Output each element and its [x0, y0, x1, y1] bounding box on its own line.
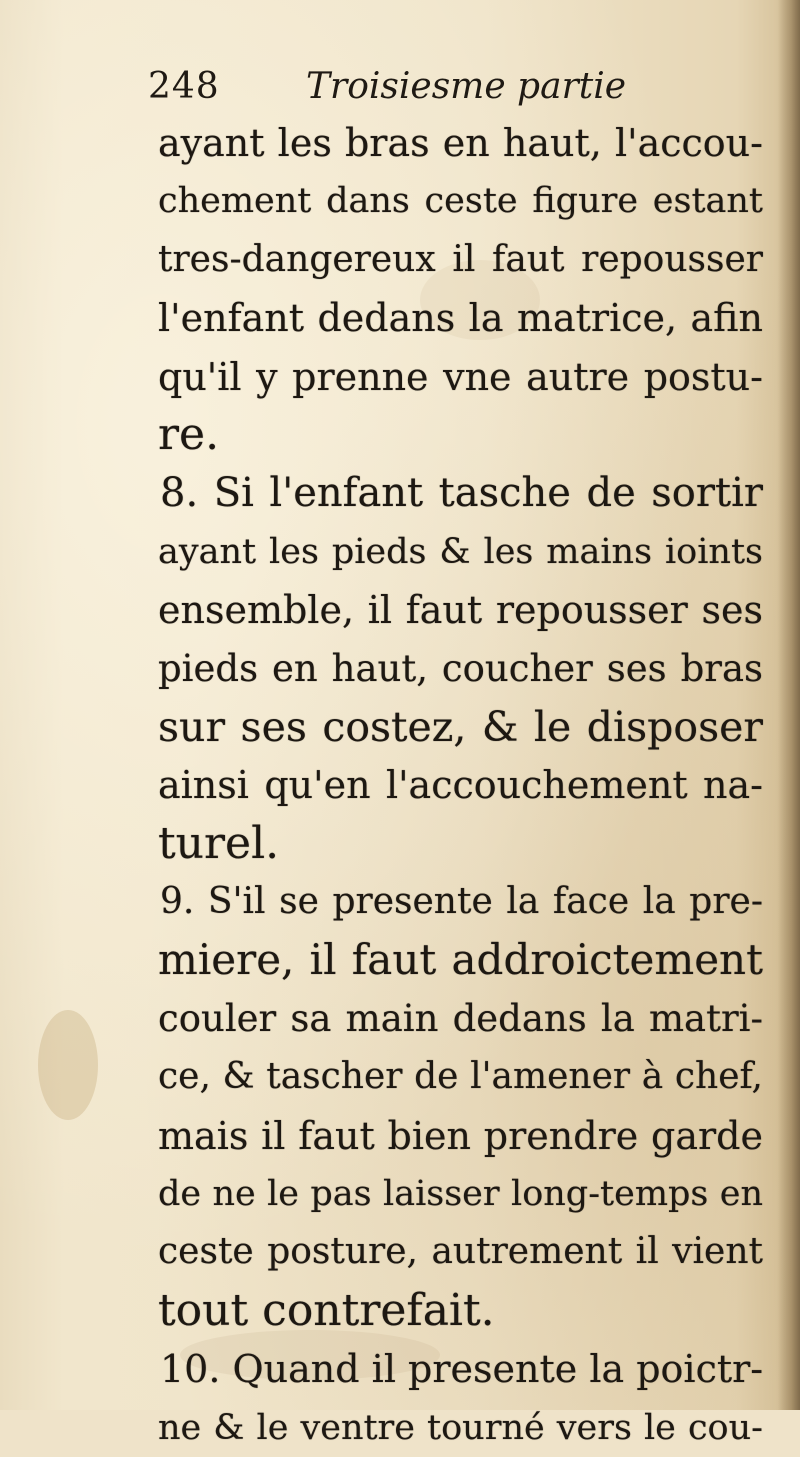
- page-edge-shadow: [778, 0, 800, 1410]
- text-line: pieds en haut, coucher ses bras: [158, 646, 763, 690]
- text-line: turel.: [158, 817, 280, 869]
- text-line: l'enfant dedans la matrice, afin: [158, 296, 763, 341]
- text-line: qu'il y prenne vne autre postu-: [158, 354, 763, 399]
- text-line: 9. S'il se presente la face la pre-: [160, 881, 763, 923]
- text-line: sur ses costez, & le disposer: [158, 702, 763, 751]
- text-line: couler sa main dedans la matri-: [158, 996, 763, 1040]
- body-text: [158, 114, 763, 1457]
- text-line: ceste posture, autrement il vient: [158, 1231, 763, 1273]
- page-number: 248: [148, 66, 220, 107]
- stain: [38, 1010, 98, 1120]
- text-line: tres-dangereux il faut repousser: [158, 238, 763, 280]
- text-line: ainsi qu'en l'accouchement na-: [158, 763, 763, 808]
- text-line: mais il faut bien prendre garde: [158, 1113, 763, 1158]
- text-line: ayant les pieds & les mains ioints: [158, 531, 763, 572]
- running-head: Troisiesme partie: [306, 66, 627, 107]
- text-line: miere, il faut addroictement: [158, 935, 763, 985]
- text-line: tout contrefait.: [158, 1284, 495, 1336]
- text-line: 10. Quand il presente la poictr-: [160, 1347, 764, 1392]
- text-line: ayant les bras en haut, l'accou-: [158, 121, 763, 165]
- text-line: re.: [158, 408, 220, 460]
- text-line: chement dans ceste figure estant: [158, 181, 763, 222]
- text-line: 8. Si l'enfant tasche de sortir: [160, 470, 763, 517]
- text-line: de ne le pas laisser long-temps en: [158, 1174, 763, 1215]
- text-line: ne & le ventre tourné vers le cou-: [158, 1407, 763, 1448]
- page-header: [148, 64, 748, 114]
- text-line: ensemble, il faut repousser ses: [158, 588, 763, 633]
- text-line: ce, & tascher de l'amener à chef,: [158, 1056, 763, 1098]
